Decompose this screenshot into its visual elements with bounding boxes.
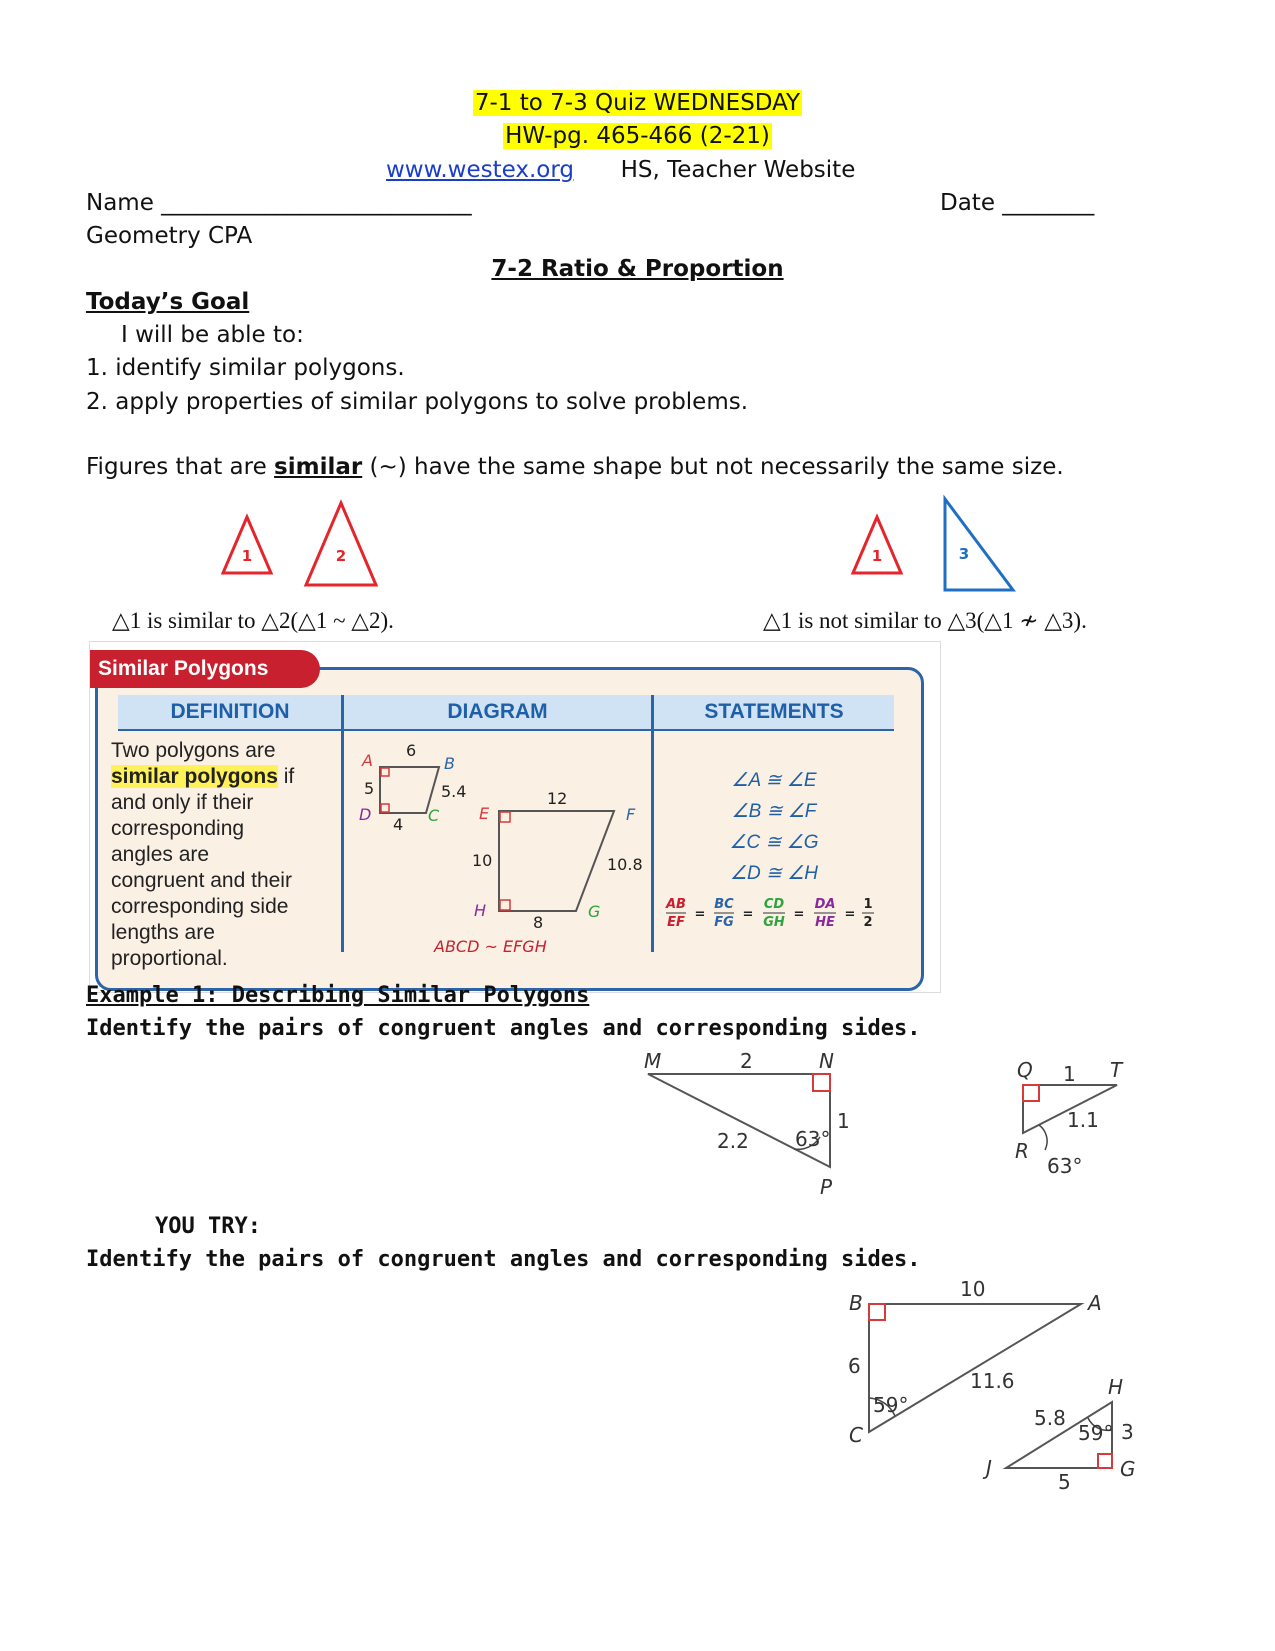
- header-rule: [118, 729, 894, 731]
- svg-text:1.1: 1.1: [1067, 1108, 1099, 1132]
- statements-list: [654, 765, 894, 889]
- quiz-line: 7-1 to 7-3 Quiz WEDNESDAY: [474, 90, 801, 116]
- website-link[interactable]: www.westex.org: [386, 157, 574, 183]
- triangle-3-label: 3: [958, 545, 970, 563]
- goal-intro: I will be able to:: [121, 322, 304, 348]
- example1-instruction: Identify the pairs of congruent angles and corresponding sides.: [86, 1016, 921, 1041]
- triangle-2-label: 2: [335, 547, 347, 565]
- goal-item-2: 2. apply properties of similar polygons to solve problems.: [86, 389, 749, 415]
- you-try-triangle-hjg: [980, 1370, 1150, 1495]
- triangle-1-label: 1: [241, 547, 253, 565]
- similar-triangles-figure: [210, 495, 400, 595]
- course-name: Geometry CPA: [86, 223, 253, 249]
- vertex-d: D: [359, 805, 372, 824]
- svg-text:=: =: [844, 907, 856, 922]
- similar-polygons-term: similar polygons: [111, 765, 278, 788]
- svg-text:4: 4: [393, 815, 404, 834]
- goal-item-1: 1. identify similar polygons.: [86, 355, 405, 381]
- svg-text:BC: BC: [714, 897, 734, 912]
- col-diagram-header: DIAGRAM: [344, 695, 651, 729]
- svg-text:6: 6: [848, 1354, 861, 1378]
- vertex-a: A: [362, 751, 373, 770]
- svg-text:=: =: [793, 907, 805, 922]
- goal-heading: Today’s Goal: [86, 289, 250, 315]
- svg-text:2.2: 2.2: [717, 1129, 749, 1153]
- vertex-b: B: [444, 754, 455, 773]
- svg-text:AB: AB: [666, 897, 686, 912]
- svg-text:63°: 63°: [1047, 1154, 1083, 1178]
- statement-a: ∠A ≅ ∠E: [731, 770, 817, 791]
- svg-text:6: 6: [406, 741, 417, 760]
- col-statements-header: STATEMENTS: [654, 695, 894, 729]
- svg-text:=: =: [694, 907, 706, 922]
- similar-polygons-box: [89, 641, 941, 993]
- lesson-title: 7-2 Ratio & Proportion: [491, 256, 784, 282]
- name-field: Name ___________________________: [86, 190, 472, 216]
- svg-text:2: 2: [740, 1049, 753, 1073]
- vertex-h: H: [474, 901, 487, 920]
- website-note: HS, Teacher Website: [620, 157, 856, 183]
- svg-text:5: 5: [364, 779, 375, 798]
- example1-heading: Example 1: Describing Similar Polygons: [86, 983, 590, 1008]
- you-try-heading: YOU TRY:: [155, 1214, 261, 1239]
- svg-text:12: 12: [547, 789, 568, 808]
- svg-text:5.8: 5.8: [1034, 1406, 1066, 1430]
- svg-text:3: 3: [1121, 1420, 1134, 1444]
- svg-text:GH: GH: [763, 915, 785, 930]
- col-definition-header: DEFINITION: [118, 695, 342, 729]
- vertex-h: H: [1108, 1375, 1124, 1399]
- not-similar-caption: △1 is not similar to △3(△1 ≁ △3).: [763, 608, 1087, 633]
- vertex-t: T: [1110, 1058, 1123, 1082]
- diagram-caption: ABCD ~ EFGH: [434, 937, 547, 956]
- svg-text:1: 1: [837, 1109, 850, 1133]
- svg-text:EF: EF: [667, 915, 685, 930]
- svg-text:1: 1: [863, 897, 873, 912]
- svg-text:59°: 59°: [1078, 1421, 1114, 1445]
- vertex-m: M: [644, 1049, 662, 1073]
- svg-text:2: 2: [863, 915, 873, 930]
- svg-text:5.4: 5.4: [441, 782, 467, 801]
- website-line: [386, 155, 855, 185]
- definition-text: Two polygons are similar polygons if and only if their corresponding angles are congruent and their corresponding side lengths are proportional.: [111, 739, 295, 970]
- svg-text:10.8: 10.8: [607, 855, 643, 874]
- vertex-g: G: [588, 902, 601, 921]
- example1-triangle-qtr: [1005, 1055, 1135, 1185]
- statement-b: ∠B ≅ ∠F: [731, 801, 817, 822]
- vertex-a: A: [1088, 1291, 1102, 1315]
- example1-triangle-mnp: [630, 1042, 860, 1202]
- svg-text:11.6: 11.6: [970, 1369, 1015, 1393]
- quad-efgh: [499, 811, 614, 911]
- svg-text:CD: CD: [763, 897, 785, 912]
- vertex-p: P: [820, 1175, 833, 1199]
- svg-text:=: =: [742, 907, 754, 922]
- vertex-q: Q: [1017, 1058, 1033, 1082]
- vertex-c: C: [849, 1423, 863, 1447]
- svg-text:5: 5: [1058, 1470, 1071, 1494]
- svg-text:HE: HE: [815, 915, 835, 930]
- triangle-3: [945, 499, 1013, 590]
- homework-line: HW-pg. 465-466 (2-21): [505, 123, 770, 149]
- svg-text:DA: DA: [814, 897, 836, 912]
- box-title-tab: [90, 650, 320, 688]
- vertex-j: J: [986, 1456, 992, 1480]
- similar-caption: △1 is similar to △2(△1 ~ △2).: [112, 608, 394, 633]
- ratio-proportion: [662, 892, 892, 932]
- vertex-n: N: [819, 1049, 834, 1073]
- svg-text:8: 8: [533, 913, 544, 932]
- vertex-r: R: [1015, 1139, 1029, 1163]
- you-try-instruction: Identify the pairs of congruent angles and corresponding sides.: [86, 1247, 921, 1272]
- triangle-2: [306, 503, 376, 585]
- date-field: Date ________: [940, 190, 1095, 216]
- svg-text:10: 10: [960, 1277, 986, 1301]
- not-similar-triangles-figure: [840, 488, 1030, 598]
- vertex-c: C: [428, 806, 440, 825]
- quadrilateral-diagram: [344, 734, 651, 959]
- similar-term: similar: [274, 454, 363, 480]
- vertex-g: G: [1120, 1457, 1136, 1481]
- svg-text:59°: 59°: [873, 1393, 909, 1417]
- vertex-b: B: [849, 1291, 863, 1315]
- similar-definition: Figures that are similar (~) have the same shape but not necessarily the same size.: [86, 454, 1064, 480]
- svg-text:10: 10: [472, 851, 493, 870]
- vertex-e: E: [479, 804, 490, 823]
- triangle-1b-label: 1: [871, 547, 883, 565]
- svg-text:63°: 63°: [795, 1127, 831, 1151]
- svg-text:1: 1: [1063, 1062, 1076, 1086]
- box-title: Similar Polygons: [98, 657, 269, 680]
- svg-text:FG: FG: [714, 915, 734, 930]
- statement-d: ∠D ≅ ∠H: [730, 863, 818, 884]
- statement-c: ∠C ≅ ∠G: [729, 832, 819, 853]
- vertex-f: F: [626, 805, 636, 824]
